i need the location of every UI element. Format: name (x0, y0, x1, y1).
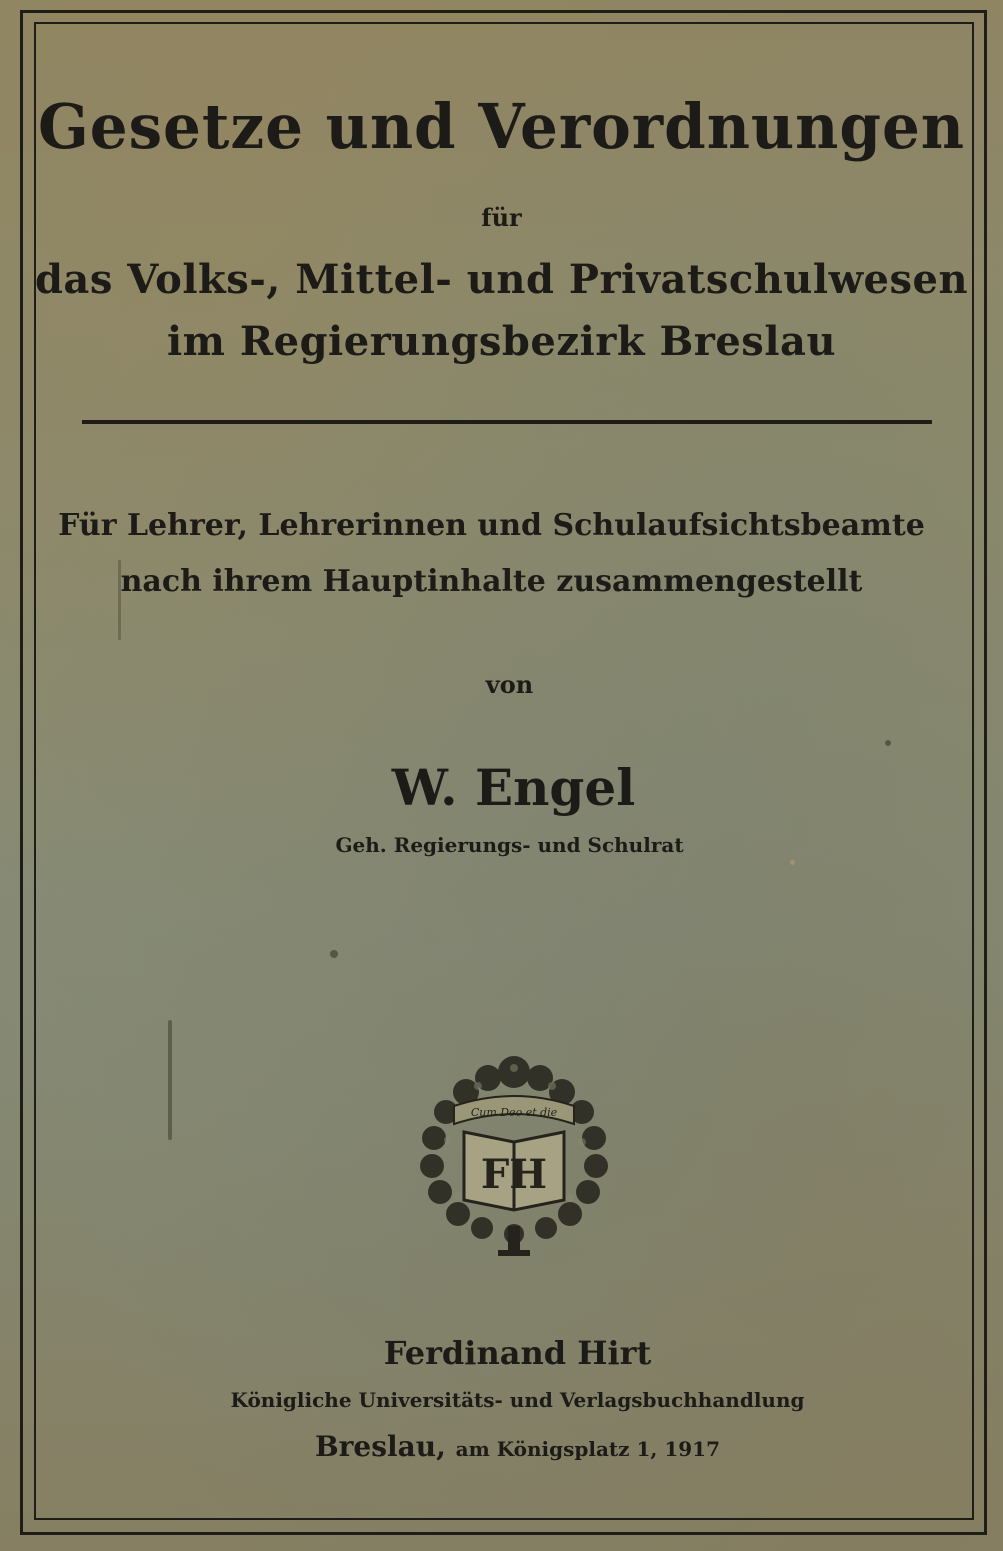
publisher-address (16, 1430, 1003, 1463)
paper-speck (168, 1020, 172, 1140)
author-name: W. Engel (391, 758, 636, 817)
paper-speck (790, 860, 795, 865)
book-title: Gesetze und Verordnungen (37, 90, 966, 163)
emblem-motto: Cum Deo et die (470, 1106, 558, 1119)
publisher-street-year: am Königsplatz 1, 1917 (455, 1437, 720, 1461)
by-label: von (485, 670, 534, 699)
subtitle-line-1: das Volks-, Mittel- und Privatschulwesen (34, 256, 969, 303)
paper-speck (330, 950, 338, 958)
publisher-name: Ferdinand Hirt (383, 1334, 652, 1372)
title-divider (82, 420, 932, 424)
publisher-emblem (418, 1050, 610, 1260)
publisher-description: Königliche Universitäts- und Verlagsbuchhandlung (230, 1388, 805, 1412)
publisher-city: Breslau, (315, 1430, 446, 1463)
audience-line-2: nach ihrem Hauptinhalte zusammengestellt (120, 564, 863, 599)
subtitle-fuer: für (481, 203, 522, 232)
audience-line-1: Für Lehrer, Lehrerinnen und Schulaufsichtsbeamte (58, 508, 925, 543)
subtitle-line-2: im Regierungsbezirk Breslau (166, 318, 837, 365)
emblem-monogram: FH (480, 1151, 548, 1198)
author-title: Geh. Regierungs- und Schulrat (335, 833, 684, 857)
paper-speck (885, 740, 891, 746)
